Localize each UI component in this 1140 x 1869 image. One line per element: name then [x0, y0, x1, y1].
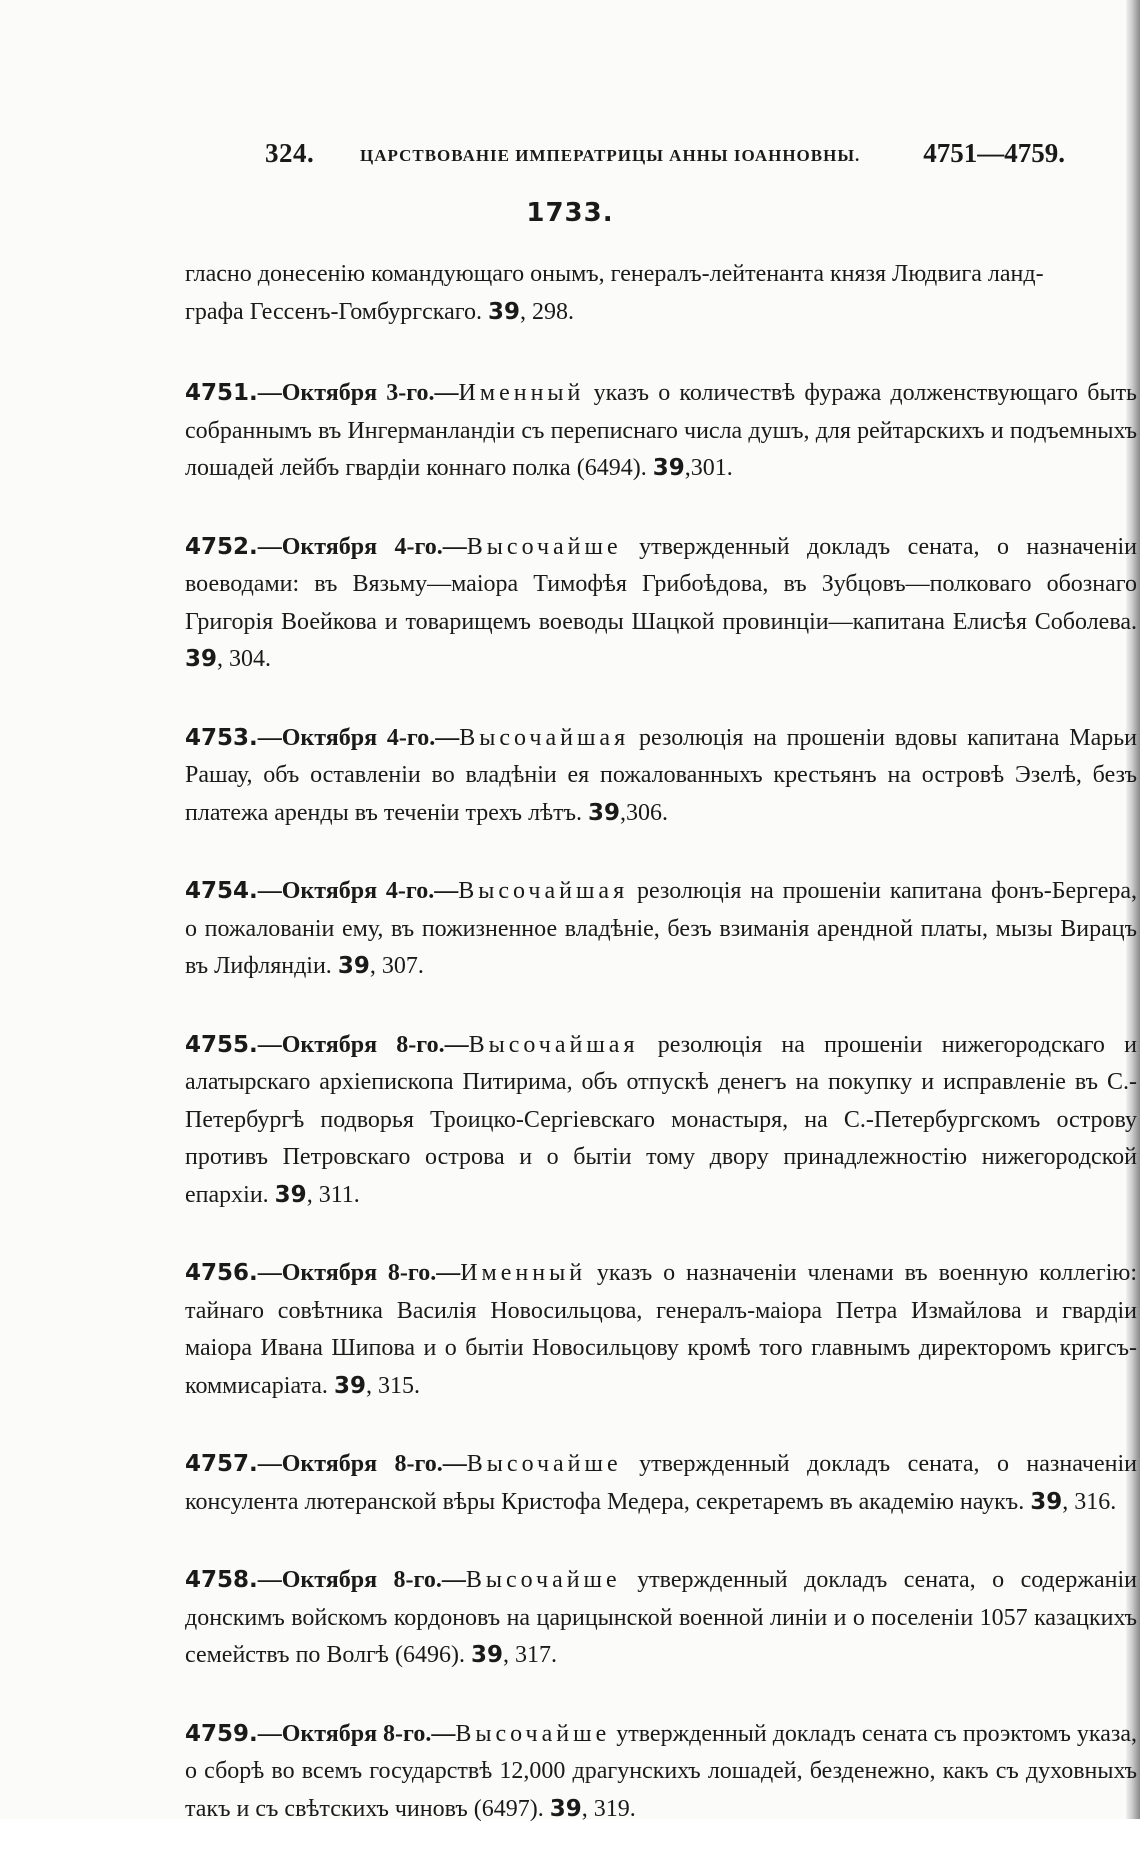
entry-date: —Октября 3-го.— [257, 380, 459, 406]
page-ref: , 304. [217, 646, 272, 672]
entry-date: —Октября 8-го.— [257, 1031, 469, 1058]
entry-text: указъ о количествѣ фуража долженствующаго быть собраннымъ въ Ингерманландіи съ переписнаго числа душъ, для рейтарскихъ и подъемныхъ лошадей лейбъ гвардіи коннаго полка (6494). [185, 380, 1137, 481]
entry-4753 [185, 720, 1137, 833]
entry-date: —Октября 8-го.— [257, 1451, 467, 1477]
page-ref: , 298. [520, 298, 574, 325]
volume-ref: 39 [1030, 1488, 1063, 1515]
entry-text: указъ о назначеніи членами въ военную коллегію: тайнаго совѣтника Василія Новосильцова, генералъ-маіора Петра Измайлова и гвардіи маіора Ивана Шипова и о бытіи Новосильцову кромѣ того главнымъ директоромъ кригсъ-коммисаріата. [185, 1260, 1137, 1399]
entry-number: 4758. [185, 1567, 258, 1593]
entry-date: —Октября 8-го.— [257, 1720, 456, 1747]
entry-number: 4752. [185, 533, 258, 560]
volume-ref: 39 [549, 1795, 582, 1822]
entry-date: —Октября 4-го.— [257, 724, 460, 751]
entry-number: 4753. [185, 724, 258, 751]
page-ref: , 311. [306, 1181, 360, 1208]
page-ref: , 315. [365, 1372, 420, 1399]
page-ref: , 317. [502, 1642, 557, 1668]
continuation-paragraph [185, 256, 1137, 331]
entry-number: 4754. [185, 878, 258, 904]
volume-ref: 39 [337, 953, 370, 979]
entry-4754 [185, 873, 1137, 986]
doc-type: Высочайше [466, 533, 622, 560]
page-number: 324. [265, 138, 315, 168]
volume-ref: 39 [487, 298, 520, 325]
entry-number: 4756. [185, 1260, 258, 1286]
running-title: ЦАРСТВОВАНІЕ ИМПЕРАТРИЦЫ АННЫ ІОАННОВНЫ. [360, 146, 861, 165]
entry-text: утвержденный докладъ сената, о назначеніи воеводами: въ Вязьму—маіора Тимофѣя Грибоѣдова, въ Зубцовъ—полковаго обознаго Григорія Воейкова и товарищемъ воеводы Шацкой провинціи—капитана Елисѣя Соболева. [185, 533, 1137, 635]
entry-text: утвержденный докладъ сената, о назначеніи консулента лютеранской вѣры Кристофа Медера, секретаремъ въ академію наукъ. [185, 1451, 1137, 1515]
volume-ref: 39 [588, 799, 621, 826]
continuation-text: гласно донесенію командующаго онымъ, генералъ-лейтенанта князя Людвига ланд- графа Гессенъ-Гомбургскаго. [185, 261, 1044, 325]
body-text [185, 256, 1137, 1869]
doc-type: Высочайшая [458, 878, 629, 904]
entry-date: —Октября 4-го.— [257, 533, 467, 560]
page-header [265, 138, 1065, 178]
page-ref: ,306. [620, 799, 669, 826]
doc-type: Высочайшая [468, 1031, 639, 1058]
entry-date: —Октября 8-го.— [257, 1567, 466, 1593]
doc-type: Высочайше [455, 1720, 611, 1747]
entry-text: утвержденный докладъ сената, о содержаніи донскимъ войскомъ кордоновъ на царицынской военной линіи и о поселеніи 1057 казацкихъ семействъ по Волгѣ (6496). [185, 1567, 1137, 1668]
doc-type: Высочайше [465, 1567, 621, 1593]
entry-4755 [185, 1027, 1137, 1215]
page-ref: , 316. [1062, 1488, 1117, 1515]
page-ref: , 319. [581, 1795, 636, 1822]
entry-text: резолюція на прошеніи вдовы капитана Марьи Рашау, объ оставленіи во владѣніи ея пожалованныхъ крестьянъ на островѣ Эзелѣ, безъ платежа аренды въ теченіи трехъ лѣтъ. [185, 724, 1138, 826]
doc-type: Высочайше [466, 1451, 622, 1477]
entry-4756 [185, 1255, 1137, 1405]
page-ref: , 307. [369, 953, 424, 979]
entry-4758 [185, 1562, 1137, 1675]
entry-text: утвержденный докладъ сената съ проэктомъ указа, о сборѣ во всемъ государствѣ 12,000 драгунскихъ лошадей, безденежно, какъ съ духовныхъ такъ и съ свѣтскихъ чиновъ (6497). [185, 1720, 1138, 1822]
doc-type: Высочайшая [459, 724, 630, 751]
entry-number: 4755. [185, 1031, 258, 1058]
volume-ref: 39 [652, 455, 685, 481]
entry-date: —Октября 4-го.— [257, 878, 459, 904]
entry-4751 [185, 375, 1137, 488]
volume-ref: 39 [333, 1372, 366, 1399]
entry-4759 [185, 1716, 1137, 1829]
entry-4757 [185, 1446, 1137, 1521]
entry-4752 [185, 529, 1137, 679]
entry-text: резолюція на прошеніи капитана фонъ-Бергера, о пожалованіи ему, въ пожизненное владѣніе, безъ взиманія арендной платы, мызы Вирацъ въ Лифляндіи. [185, 878, 1138, 979]
volume-ref: 39 [470, 1642, 503, 1668]
doc-type: Именный [460, 1260, 587, 1286]
entry-number: 4759. [185, 1720, 258, 1747]
volume-ref: 39 [274, 1181, 307, 1208]
volume-ref: 39 [185, 646, 218, 672]
entry-range: 4751—4759. [923, 138, 1065, 168]
page-ref: ,301. [684, 455, 733, 481]
entry-date: —Октября 8-го.— [257, 1260, 461, 1286]
entry-number: 4757. [185, 1451, 258, 1477]
entry-text: резолюція на прошеніи нижегородскаго и алатырскаго архіепископа Питирима, объ отпускѣ денегъ на покупку и исправленіе въ С.-Петербургѣ подворья Троицко-Сергіевскаго монастыря, на С.-Петербургскомъ острову противъ Петровскаго острова и о бытіи тому двору принадлежностію нижегородской епархіи. [185, 1031, 1138, 1208]
year-heading: 1733. [526, 198, 614, 228]
doc-type: Именный [458, 380, 585, 406]
entry-number: 4751. [185, 380, 258, 406]
